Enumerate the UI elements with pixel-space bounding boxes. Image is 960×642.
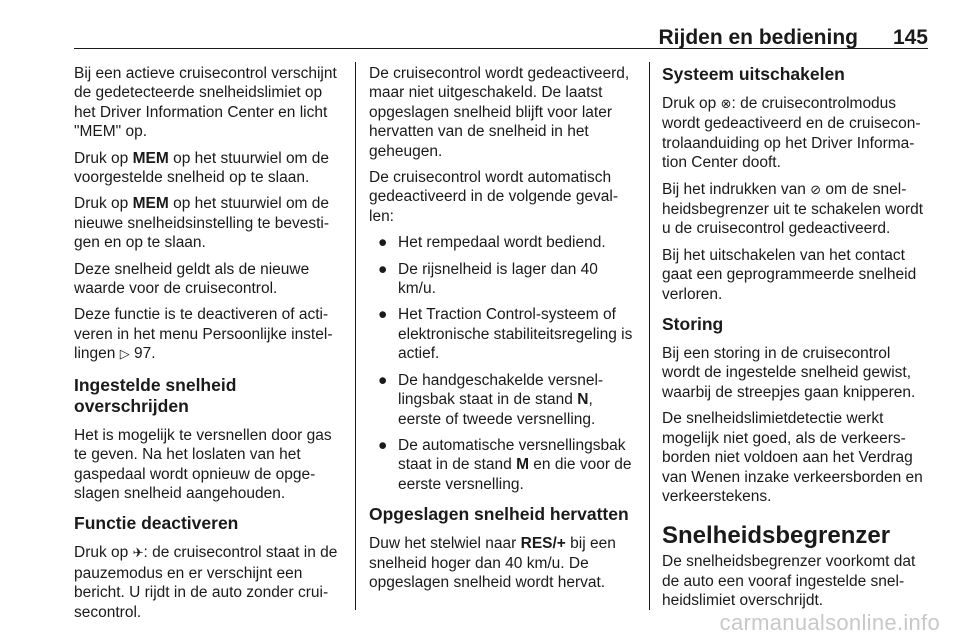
paragraph: De cruisecontrol wordt automatisch gedeactiveerd in de volgende gevallen: xyxy=(369,169,619,225)
bullet-icon: ● xyxy=(378,234,388,252)
list-item: ● De handgeschakelde versnellingsbak staat in de stand N, eerste of tweede versnelling. xyxy=(378,371,604,428)
section-title: Rijden en bediening xyxy=(658,26,858,49)
paragraph: Druk op MEM op het stuurwiel om de nieuwe snelheidsinstelling te bevestigen en op te slaan. xyxy=(74,195,330,252)
list-item: ● De automatische versnellingsbak staat in de stand M en die voor de eerste versnelling. xyxy=(378,436,632,493)
paragraph: De snelheidslimietdetectie werkt mogelijk niet goed, als de verkeersborden niet voldoen aan het Verdrag van Wenen inzake verkeersborden en verkeerstekens. xyxy=(662,410,923,505)
bullet-icon: ● xyxy=(378,260,388,278)
heading: Ingestelde snelheid overschrijden xyxy=(74,374,237,416)
cruise-off-icon: ⊗ xyxy=(720,97,732,112)
paragraph: Bij het uitschakelen van het contact gaat een geprogrammeerde snelheid verloren. xyxy=(662,246,917,303)
bullet-icon: ● xyxy=(378,371,388,389)
page-number: 145 xyxy=(892,26,928,49)
speed-limiter-icon: ⊘ xyxy=(810,182,822,198)
column-divider xyxy=(649,62,650,610)
column-2 xyxy=(369,64,635,599)
paragraph: Bij een storing in de cruisecontrol wordt de ingestelde snelheid gewist, waarbij de streepjes gaan knipperen. xyxy=(662,345,916,401)
section-heading: Snelheidsbegrenzer xyxy=(662,522,891,550)
paragraph: Duw het stelwiel naar RES/+ bij een snelheid hoger dan 40 km/u. De opgeslagen snelheid wordt hervat. xyxy=(369,535,616,591)
paragraph: Bij het indrukken van ⊘ om de snelheidsbegrenzer uit te schakelen wordt u de cruisecontrol gedeactiveerd. xyxy=(662,180,924,238)
heading: Systeem uitschakelen xyxy=(662,64,845,84)
bullet-icon: ● xyxy=(378,306,388,324)
watermark: carmanualsonline.info xyxy=(719,610,940,635)
heading: Functie deactiveren xyxy=(74,513,239,534)
paragraph: Druk op ✈: de cruisecontrol staat in de pauzemodus en er verschijnt een bericht. U rijdt in de auto zonder cruisecontrol. xyxy=(74,544,338,621)
bullet-icon: ● xyxy=(378,436,388,454)
pause-cruise-icon: ✈ xyxy=(132,546,144,562)
list-item: ● Het rempedaal wordt bediend. xyxy=(378,234,606,252)
page-header xyxy=(74,26,928,49)
column-3 xyxy=(662,64,930,618)
paragraph: Druk op ⊗: de cruisecontrolmodus wordt gedeactiveerd en de cruisecontrolaanduiding op het Driver Information Center dooft. xyxy=(662,95,921,172)
paragraph: Het is mogelijk te versnellen door gas te geven. Na het loslaten van het gaspedaal wordt opnieuw de opgeslagen snelheid aangehouden. xyxy=(74,426,332,502)
paragraph: Deze functie is te deactiveren of activeren in het menu Persoonlijke instellingen ▷ 97. xyxy=(74,306,333,363)
paragraph: Bij een actieve cruisecontrol verschijnt de gedetecteerde snelheidslimiet op het Driver Information Center en licht "MEM" op. xyxy=(74,65,337,141)
paragraph: De snelheidsbegrenzer voorkomt dat de auto een vooraf ingestelde snelheidslimiet overschrijdt. xyxy=(662,553,916,610)
heading: Opgeslagen snelheid hervatten xyxy=(369,504,629,525)
paragraph: Deze snelheid geldt als de nieuwe waarde voor de cruisecontrol. xyxy=(74,260,310,298)
page-reference-icon: ▷ xyxy=(119,347,130,363)
paragraph: De cruisecontrol wordt gedeactiveerd, maar niet uitgeschakeld. De laatst opgeslagen snelheid blijft voor later hervatten van de snelheid in het geheugen. xyxy=(369,65,630,160)
column-divider xyxy=(355,62,356,610)
paragraph: Druk op MEM op het stuurwiel om de voorgestelde snelheid op te slaan. xyxy=(74,149,330,187)
heading: Storing xyxy=(662,314,724,335)
column-1 xyxy=(74,64,342,629)
page-reference[interactable]: 97. xyxy=(134,345,156,363)
list-item: ● Het Traction Control-systeem of elektronische stabiliteitsregeling is actief. xyxy=(378,306,633,363)
list-item: ● De rijsnelheid is lager dan 40 km/u. xyxy=(378,260,598,298)
bullet-list xyxy=(369,233,635,494)
